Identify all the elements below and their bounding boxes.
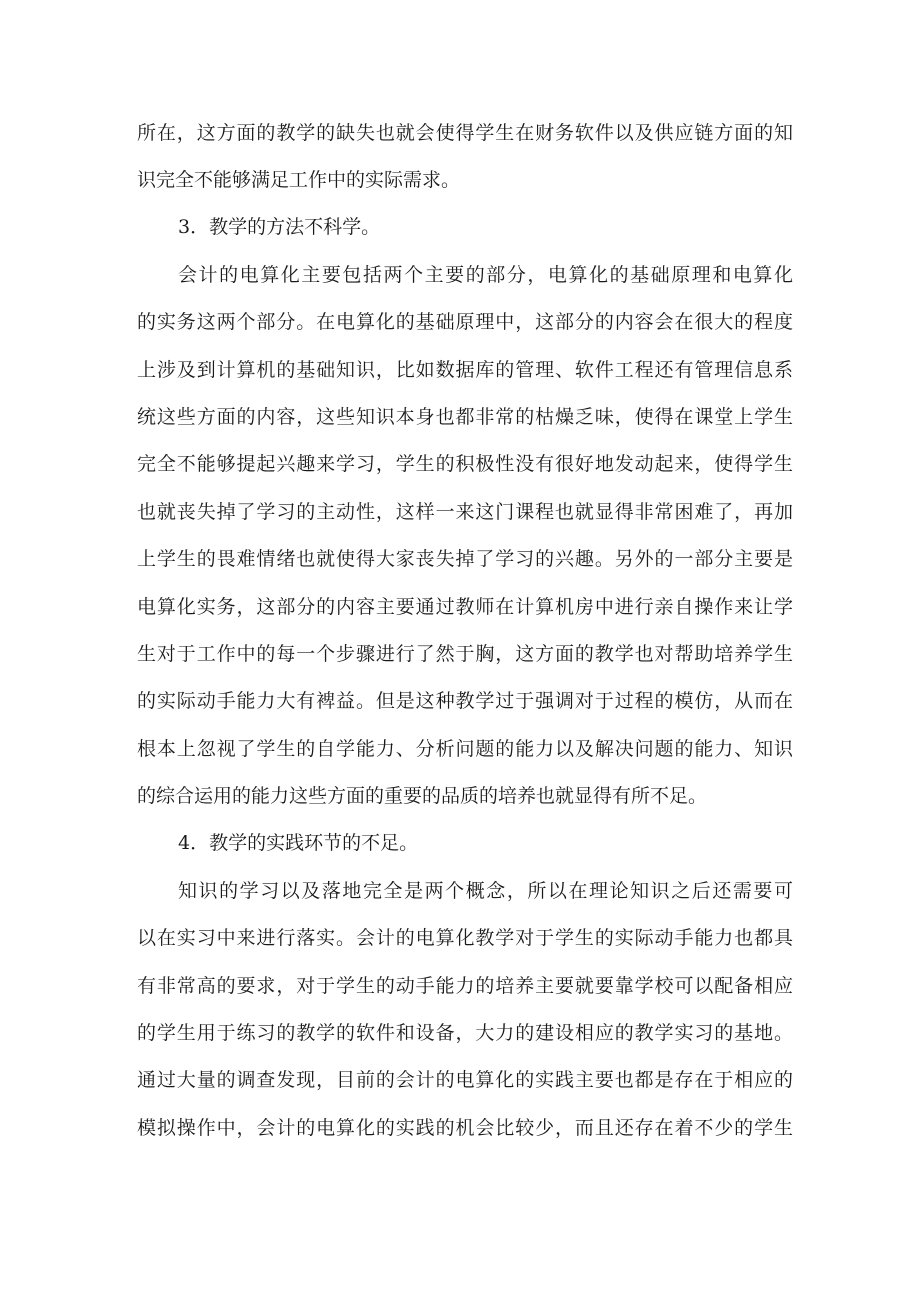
text-line: 生对于工作中的每一个步骤进行了然于胸，这方面的教学也对帮助培养学生 [137,643,793,665]
text-line: 电算化实务，这部分的内容主要通过教师在计算机房中进行亲自操作来让学 [137,596,793,618]
section-heading-3: 3．教学的方法不科学。 [178,216,381,238]
text-line: 上涉及到计算机的基础知识，比如数据库的管理、软件工程还有管理信息系 [137,359,793,381]
text-line: 完全不能够提起兴趣来学习，学生的积极性没有很好地发动起来，使得学生 [137,453,793,475]
text-line: 识完全不能够满足工作中的实际需求。 [137,169,461,191]
text-line: 统这些方面的内容，这些知识本身也都非常的枯燥乏味，使得在课堂上学生 [137,406,793,428]
text-line: 也就丧失掉了学习的主动性，这样一来这门课程也就显得非常困难了，再加 [137,501,793,523]
text-line: 模拟操作中，会计的电算化的实践的机会比较少，而且还存在着不少的学生 [137,1117,793,1139]
text-line: 有非常高的要求，对于学生的动手能力的培养主要就要靠学校可以配备相应 [137,975,793,997]
text-line: 的学生用于练习的教学的软件和设备，大力的建设相应的教学实习的基地。 [137,1022,793,1044]
text-line: 上学生的畏难情绪也就使得大家丧失掉了学习的兴趣。另外的一部分主要是 [137,548,793,570]
text-line: 的实际动手能力大有裨益。但是这种教学过于强调对于过程的模仿，从而在 [137,690,793,712]
text-line: 通过大量的调查发现，目前的会计的电算化的实践主要也都是存在于相应的 [137,1069,793,1091]
text-line: 的实务这两个部分。在电算化的基础原理中，这部分的内容会在很大的程度 [137,311,793,333]
text-line: 根本上忽视了学生的自学能力、分析问题的能力以及解决问题的能力、知识 [137,738,793,760]
paragraph-first-line: 会计的电算化主要包括两个主要的部分，电算化的基础原理和电算化 [178,264,793,286]
text-line: 以在实习中来进行落实。会计的电算化教学对于学生的实际动手能力也都具 [137,927,793,949]
text-line: 所在，这方面的教学的缺失也就会使得学生在财务软件以及供应链方面的知 [137,122,793,144]
section-heading-4: 4．教学的实践环节的不足。 [178,832,419,854]
text-line: 的综合运用的能力这些方面的重要的品质的培养也就显得有所不足。 [137,785,708,807]
paragraph-first-line: 知识的学习以及落地完全是两个概念，所以在理论知识之后还需要可 [178,880,793,902]
